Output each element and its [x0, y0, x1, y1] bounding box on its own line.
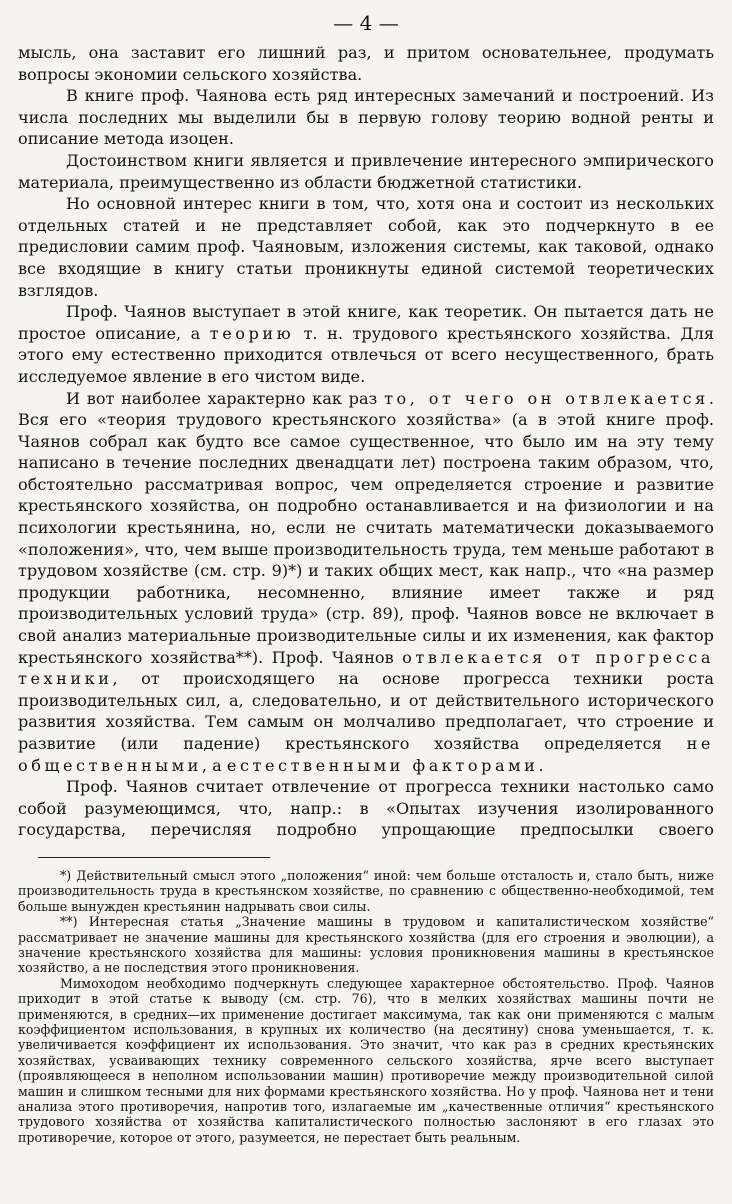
footnote-paragraph: **) Интересная статья „Значение машины в трудовом и капиталистическом хозяйстве“ рассматривает не значение машины для крестьянского хозяйства (для его строения и эволюции), а значение крестьянского хозяйства для машины: условия проникновения машины в крестьянское хозяйство, а не последствия этого проникновения.	[18, 914, 714, 976]
footnote-paragraph: *) Действительный смысл этого „положения“ иной: чем больше отсталость и, стало быть, ниже производительность труда в крестьянском хозяйстве, по сравнению с общественно-необходимой, тем больше вынужден крестьянин надрывать свои силы.	[18, 867, 714, 914]
emphasized-text: отвлекается от прогресса техники	[18, 647, 714, 689]
footnotes	[18, 868, 714, 1145]
document-page	[18, 10, 714, 1145]
text-run: , а	[201, 755, 227, 775]
body-text	[18, 42, 714, 841]
emphasized-text: естественными факторами	[226, 755, 539, 775]
footnote-rule	[38, 857, 270, 858]
emphasized-text: то, от чего он отвлекается	[384, 388, 709, 408]
emphasized-text: не общественными	[18, 734, 714, 775]
body-paragraph	[18, 301, 714, 387]
emphasized-text: теорию	[209, 323, 295, 343]
body-paragraph: Проф. Чаянов считает отвлечение от прогресса техники настолько само собой разумеющимся, что, напр.: в «Опытах изучения изолированного государства, перечисляя подробно упрощающие предпосылки своего	[18, 777, 714, 840]
body-paragraph: Но основной интерес книги в том, что, хотя она и состоит из нескольких отдельных статей и не представляет собой, как это подчеркнуто в ее предисловии самим проф. Чаяновым, изложения системы, как таковой, однако все входящие в книгу статьи проникнуты единой системой теоретических взглядов.	[18, 194, 714, 300]
text-run: И вот наиболее характерно как раз	[66, 388, 385, 408]
text-run: , от происходящего на основе прогресса техники роста производительных сил, а, следовательно, и от действительного исторического развития хозяйства. Тем самым он молчаливо предполагает, что строение и развитие (или падение) крестьянского хозяйства определяется	[18, 669, 714, 753]
body-paragraph: мысль, она заставит его лишний раз, и притом основательнее, продумать вопросы экономии сельского хозяйства.	[18, 43, 714, 84]
footnote-paragraph: Мимоходом необходимо подчеркнуть следующее характерное обстоятельство. Проф. Чаянов приходит в этой статье к выводу (см. стр. 76), что в мелких хозяйствах машины почти не применяются, в средних—их применение достигает максимума, так как они применяются с малым коэффициентом использования, в крупных их количество (на десятину) снова уменьшается, т. к. увеличивается коэффициент их использования. Это значит, что как раз в средних крестьянских хозяйствах, усваивающих технику современного сельского хозяйства, ярче всего выступает (проявляющееся в неполном использовании машин) противоречие между производительной силой машин и слишком тесными для них формами крестьянского хозяйства. Но у проф. Чаянова нет и тени анализа этого противоречия, напротив того, излагаемые им „качественные отличия“ крестьянского трудового хозяйства от хозяйства капиталистического полностью заслоняют в его глазах это противоречие, которое от этого, разумеется, не перестает быть реальным.	[18, 975, 714, 1145]
body-paragraph: В книге проф. Чаянова есть ряд интересных замечаний и построений. Из числа последних мы выделили бы в первую голову теорию водной ренты и описание метода изоцен.	[18, 86, 714, 149]
text-run: т. н. трудового крестьянского хозяйства. Для этого ему естественно приходится отвлечься от всего несущественного, брать исследуемое явление в его чистом виде.	[18, 323, 714, 386]
text-run: .	[538, 755, 544, 775]
page-number: — 4 —	[333, 11, 399, 35]
text-run: . Вся его «теория трудового крестьянского хозяйства» (а в этой книге проф. Чаянов собрал как будто все самое существенное, что было им на эту тему написано в течение последних двенадцати лет) построена таким образом, что, обстоятельно рассматривая вопрос, чем определяется строение и развитие крестьянского хозяйства, он подробно останавливается и на физиологии и на психологии крестьянина, но, если не считать математически доказываемого «положения», что, чем выше производительность труда, тем меньше работают в трудовом хозяйстве (см. стр. 9)*) и таких общих мест, как напр., что «на размер продукции работника, несомненно, влияние имеет также и ряд производительных условий труда» (стр. 89), проф. Чаянов вовсе не включает в свой анализ материальные производительные силы и их изменения, как фактор крестьянского хозяйства**). Проф. Чаянов	[18, 388, 714, 667]
text-run: Проф. Чаянов выступает в этой книге, как теоретик. Он пытается дать не простое описание, а	[18, 302, 714, 343]
body-paragraph: Достоинством книги является и привлечение интересного эмпирического материала, преимущественно из области бюджетной статистики.	[18, 150, 714, 192]
body-paragraph	[18, 388, 714, 777]
